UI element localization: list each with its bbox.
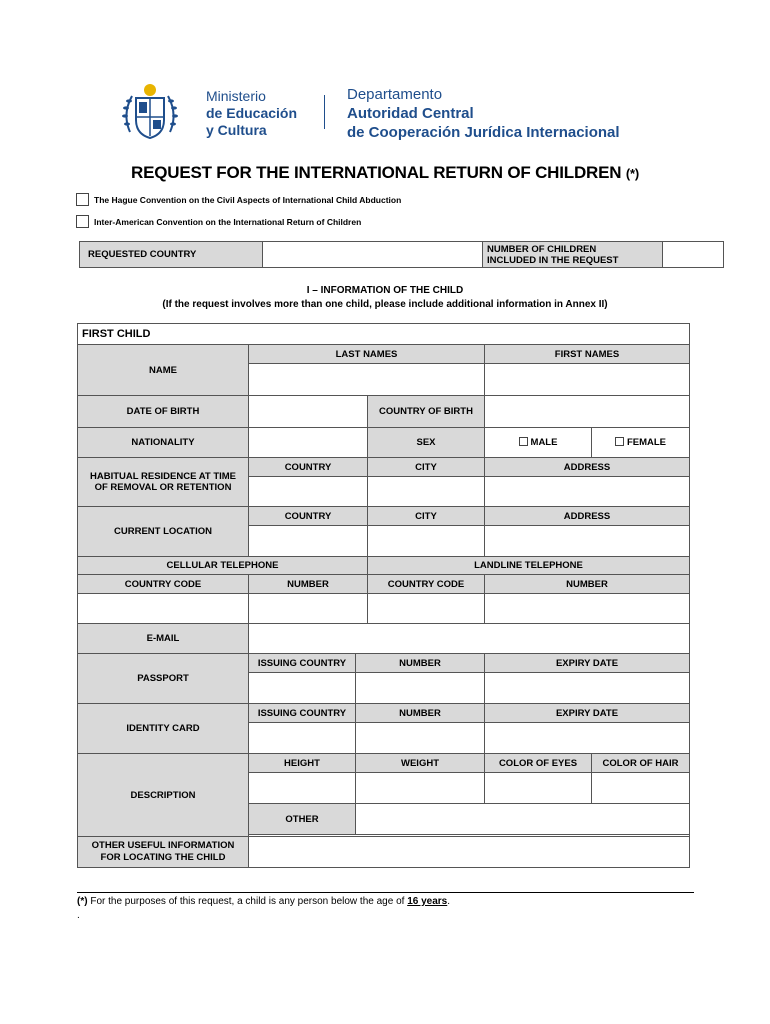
footnote-end: . xyxy=(447,896,451,907)
convention-inter-american[interactable] xyxy=(76,215,361,228)
other-info-field[interactable] xyxy=(249,837,690,868)
weight-field[interactable] xyxy=(356,773,485,804)
current-location-label: CURRENT LOCATION xyxy=(78,507,249,557)
other-field[interactable] xyxy=(356,804,690,835)
other-info-line-2: FOR LOCATING THE CHILD xyxy=(100,852,226,863)
description-label: DESCRIPTION xyxy=(78,754,249,837)
first-names-label: FIRST NAMES xyxy=(485,345,690,364)
number-children-line-1: NUMBER OF CHILDREN xyxy=(487,243,597,255)
eye-color-label: COLOR OF EYES xyxy=(485,754,592,773)
form-title xyxy=(0,163,770,183)
habitual-residence-line-2: OF REMOVAL OR RETENTION xyxy=(94,482,232,493)
id-issuing-country-field[interactable] xyxy=(249,723,356,754)
cell-country-code-label: COUNTRY CODE xyxy=(78,575,249,594)
footnote-marker: (*) xyxy=(77,896,88,907)
nationality-label: NATIONALITY xyxy=(78,428,249,458)
department-name xyxy=(347,85,620,142)
ministry-line-3: y Cultura xyxy=(206,122,267,138)
passport-expiry-field[interactable] xyxy=(485,673,690,704)
other-info-line-1: OTHER USEFUL INFORMATION xyxy=(91,840,235,851)
landline-number-field[interactable] xyxy=(485,594,690,624)
weight-label: WEIGHT xyxy=(356,754,485,773)
section-heading xyxy=(0,284,770,312)
habitual-address-field[interactable] xyxy=(485,477,690,507)
habitual-address-label: ADDRESS xyxy=(485,458,690,477)
current-country-field[interactable] xyxy=(249,526,368,557)
number-children-line-2: INCLUDED IN THE REQUEST xyxy=(487,254,619,266)
email-field[interactable] xyxy=(249,624,690,654)
other-label: OTHER xyxy=(249,804,356,835)
identity-card-label: IDENTITY CARD xyxy=(78,704,249,754)
requested-country-label: REQUESTED COUNTRY xyxy=(80,242,263,268)
id-expiry-field[interactable] xyxy=(485,723,690,754)
current-address-field[interactable] xyxy=(485,526,690,557)
email-label: E-MAIL xyxy=(78,624,249,654)
footnote-divider xyxy=(77,892,694,893)
passport-expiry-label: EXPIRY DATE xyxy=(485,654,690,673)
number-children-field[interactable] xyxy=(663,242,724,268)
number-children-label xyxy=(483,242,663,268)
female-label: FEMALE xyxy=(626,437,667,448)
landline-number-label: NUMBER xyxy=(485,575,690,594)
habitual-residence-label xyxy=(78,458,249,507)
first-child-heading: FIRST CHILD xyxy=(78,324,690,345)
hair-color-field[interactable] xyxy=(592,773,690,804)
height-label: HEIGHT xyxy=(249,754,356,773)
cellular-telephone-label: CELLULAR TELEPHONE xyxy=(78,557,368,575)
other-info-label xyxy=(78,837,249,868)
passport-issuing-country-field[interactable] xyxy=(249,673,356,704)
habitual-country-label: COUNTRY xyxy=(249,458,368,477)
footnote-text: For the purposes of this request, a child is any person below the age of xyxy=(87,896,408,907)
header-divider xyxy=(324,95,325,129)
last-names-label: LAST NAMES xyxy=(249,345,485,364)
height-field[interactable] xyxy=(249,773,356,804)
hague-label: The Hague Convention on the Civil Aspects of International Child Abduction xyxy=(94,194,402,205)
female-option[interactable] xyxy=(592,428,690,458)
male-label: MALE xyxy=(530,437,558,448)
habitual-city-label: CITY xyxy=(368,458,485,477)
landline-country-code-field[interactable] xyxy=(368,594,485,624)
country-of-birth-field[interactable] xyxy=(485,396,690,428)
request-summary-table xyxy=(79,241,724,268)
id-issuing-country-label: ISSUING COUNTRY xyxy=(249,704,356,723)
habitual-country-field[interactable] xyxy=(249,477,368,507)
convention-hague[interactable] xyxy=(76,193,401,206)
inter-american-checkbox[interactable] xyxy=(76,215,89,228)
name-label: NAME xyxy=(78,345,249,396)
last-names-field[interactable] xyxy=(249,364,485,396)
ministry-name xyxy=(206,88,297,139)
id-number-field[interactable] xyxy=(356,723,485,754)
male-option[interactable] xyxy=(485,428,592,458)
form-title-asterisk: (*) xyxy=(625,166,639,181)
form-title-text: REQUEST FOR THE INTERNATIONAL RETURN OF CHILDREN xyxy=(131,163,622,182)
date-of-birth-field[interactable] xyxy=(249,396,368,428)
nationality-field[interactable] xyxy=(249,428,368,458)
section-subtitle: (If the request involves more than one child, please include additional information in Annex II) xyxy=(162,299,608,310)
passport-label: PASSPORT xyxy=(78,654,249,704)
inter-american-label: Inter-American Convention on the International Return of Children xyxy=(94,216,362,227)
first-names-field[interactable] xyxy=(485,364,690,396)
current-city-label: CITY xyxy=(368,507,485,526)
passport-number-label: NUMBER xyxy=(356,654,485,673)
footnote-age: 16 years xyxy=(407,896,448,907)
eye-color-field[interactable] xyxy=(485,773,592,804)
habitual-city-field[interactable] xyxy=(368,477,485,507)
ministry-line-2: de Educación xyxy=(206,105,298,121)
date-of-birth-label: DATE OF BIRTH xyxy=(78,396,249,428)
hague-checkbox[interactable] xyxy=(76,193,89,206)
country-of-birth-label: COUNTRY OF BIRTH xyxy=(368,396,485,428)
footnote-dot: . xyxy=(77,910,80,921)
coat-of-arms-icon xyxy=(118,80,182,144)
landline-country-code-label: COUNTRY CODE xyxy=(368,575,485,594)
section-title: I – INFORMATION OF THE CHILD xyxy=(306,285,464,296)
ministry-line-1: Ministerio xyxy=(206,88,266,104)
footnote xyxy=(77,896,450,907)
current-city-field[interactable] xyxy=(368,526,485,557)
dept-line-3: de Cooperación Jurídica Internacional xyxy=(347,124,620,141)
id-number-label: NUMBER xyxy=(356,704,485,723)
current-address-label: ADDRESS xyxy=(485,507,690,526)
cell-country-code-field[interactable] xyxy=(78,594,249,624)
requested-country-field[interactable] xyxy=(263,242,483,268)
cell-number-label: NUMBER xyxy=(249,575,368,594)
hair-color-label: COLOR OF HAIR xyxy=(592,754,690,773)
child-information-table xyxy=(77,323,690,868)
id-expiry-label: EXPIRY DATE xyxy=(485,704,690,723)
passport-number-field[interactable] xyxy=(356,673,485,704)
passport-issuing-country-label: ISSUING COUNTRY xyxy=(249,654,356,673)
dept-line-2: Autoridad Central xyxy=(347,105,474,122)
cell-number-field[interactable] xyxy=(249,594,368,624)
current-country-label: COUNTRY xyxy=(249,507,368,526)
male-checkbox[interactable] xyxy=(519,437,528,446)
landline-telephone-label: LANDLINE TELEPHONE xyxy=(368,557,690,575)
sex-label: SEX xyxy=(368,428,485,458)
dept-line-1: Departamento xyxy=(347,86,443,103)
habitual-residence-line-1: HABITUAL RESIDENCE AT TIME xyxy=(89,471,237,482)
female-checkbox[interactable] xyxy=(615,437,624,446)
